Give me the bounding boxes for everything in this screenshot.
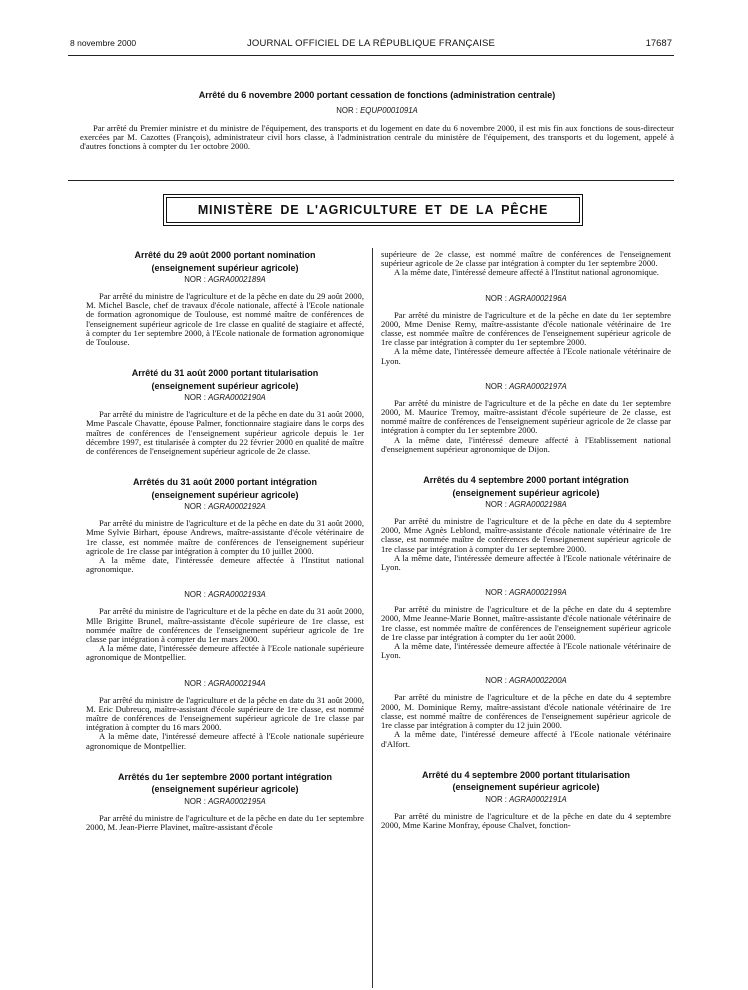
nor-code: AGRA0002199A: [509, 588, 567, 598]
nor-line: [86, 797, 364, 807]
nor-code: AGRA0002194A: [208, 678, 266, 688]
nor-code: AGRA0002189A: [208, 275, 266, 284]
article-paragraph: Par arrêté du ministre de l'agriculture et de la pêche en date du 29 août 2000, M. Michel Bascle, chef de travaux d'école nationale, affecté à l'Ecole nationale de formation agronomique de Toulouse, est nommé maître de conférences de l'enseignement supérieur agricole de 1re classe en qualité de stagiaire et affecté, à compter du 1er septembre 2000, à l'Ecole nationale de formation agronomique de Toulouse.: [86, 291, 364, 348]
article-title: Arrêté du 4 septembre 2000 portant titularisation: [421, 769, 631, 780]
article: [86, 663, 364, 751]
article-title: Arrêtés du 4 septembre 2000 portant intégration: [423, 475, 629, 486]
article-subtitle: (enseignement supérieur agricole): [151, 262, 299, 273]
article: [381, 366, 671, 454]
nor-label: NOR :: [184, 590, 209, 600]
article-subtitle: (enseignement supérieur agricole): [151, 489, 299, 500]
header-rule: [68, 55, 674, 56]
article-subtitle: (enseignement supérieur agricole): [452, 487, 600, 498]
article: [381, 250, 671, 278]
article-subtitle: (enseignement supérieur agricole): [151, 380, 299, 391]
nor-line: [381, 676, 671, 686]
article-title: Arrêtés du 1er septembre 2000 portant intégration: [117, 771, 333, 782]
article-paragraph: A la même date, l'intéressé demeure affecté à l'Institut national agronomique.: [394, 267, 659, 278]
article-spacer: [86, 347, 364, 368]
nor-code: AGRA0002200A: [509, 676, 567, 686]
nor-code: EQUP0001091A: [360, 105, 418, 115]
article: [381, 278, 671, 366]
article: [381, 749, 671, 830]
journal-title: JOURNAL OFFICIEL DE LA RÉPUBLIQUE FRANÇAISE: [246, 38, 496, 49]
nor-line: [381, 382, 671, 392]
right-column: [381, 250, 671, 830]
article-subtitle: (enseignement supérieur agricole): [452, 782, 600, 793]
article-paragraph: A la même date, l'intéressée demeure affectée à l'Ecole nationale supérieure agronomique de Montpellier.: [86, 643, 364, 663]
article-title: Arrêté du 31 août 2000 portant titularisation: [131, 368, 319, 379]
nor-label: NOR :: [184, 678, 209, 688]
article-paragraph: A la même date, l'intéressée demeure affectée à l'Institut national agronomique.: [86, 555, 364, 575]
nor-label: NOR :: [485, 293, 510, 303]
nor-label: NOR :: [336, 105, 358, 115]
article-paragraph: Par arrêté du ministre de l'agriculture et de la pêche en date du 4 septembre 2000, Mme Karine Monfray, épouse Chalvet, fonction-: [381, 810, 671, 830]
article-paragraph: Par arrêté du ministre de l'agriculture et de la pêche en date du 1er septembre 2000, M. Jean-Pierre Plavinet, maître-assistant d'école: [86, 812, 364, 833]
article-spacer: [86, 456, 364, 477]
article: [86, 751, 364, 832]
article-title: Arrêté du 29 août 2000 portant nomination: [134, 250, 316, 260]
nor-line: [381, 294, 671, 304]
nor-label: NOR :: [184, 393, 209, 403]
article: [381, 454, 671, 572]
article-paragraph: Par arrêté du ministre de l'agriculture et de la pêche en date du 31 août 2000, Mme Pascale Chavatte, épouse Palmer, fonctionnaire stagiaire dans le corps des maîtres de conférences de l'enseignement supérieur agricole depuis le 1er décembre 1997, est titularisée à compter du 22 février 2000 en qualité de maître de conférences de l'enseignement supérieur agricole de 2e classe.: [86, 409, 364, 457]
nor-line: [86, 590, 364, 600]
top-article: [80, 90, 674, 151]
nor-line: [86, 275, 364, 285]
article-spacer: [381, 660, 671, 676]
article-paragraph: Par arrêté du ministre de l'agriculture et de la pêche en date du 31 août 2000, Mlle Brigitte Brunel, maître-assistante d'école supérieure de 1re classe, est nommée maître de conférences de l'enseignement supérieur agricole de 1re classe par intégration à compter du 1er mars 2000.: [86, 606, 364, 645]
nor-code: AGRA0002192A: [208, 502, 266, 512]
article-spacer: [381, 572, 671, 588]
article: [86, 250, 364, 347]
nor-line: [381, 500, 671, 510]
article-title: Arrêtés du 31 août 2000 portant intégration: [132, 477, 318, 488]
article-body: Par arrêté du Premier ministre et du ministre de l'équipement, des transports et du logement en date du 6 novembre 2000, il est mis fin aux fonctions de sous-directeur exercées par M. Cazottes (François), administrateur civil hors classe, à l'administration centrale du ministère de l'équipement, des transports et du logement, appelé à d'autres fonctions à compter du 1er octobre 2000.: [80, 122, 674, 151]
nor-code: AGRA0002191A: [509, 794, 567, 804]
nor-line: [86, 393, 364, 403]
nor-label: NOR :: [184, 796, 209, 806]
nor-line: [80, 106, 674, 116]
article: [86, 347, 364, 456]
nor-code: AGRA0002197A: [509, 381, 567, 391]
article-paragraph: A la même date, l'intéressée demeure affectée à l'Ecole nationale vétérinaire de Lyon.: [381, 346, 671, 366]
section-rule: [68, 180, 674, 181]
page-number: 17687: [645, 38, 672, 49]
article-title: Arrêté du 6 novembre 2000 portant cessation de fonctions (administration centrale): [198, 90, 556, 100]
article-paragraph: Par arrêté du ministre de l'agriculture et de la pêche en date du 1er septembre 2000, M. Maurice Tremoy, maître-assistant d'école supérieure de 2e classe, est nommé maître de conférences de l'enseignement supérieur agricole de 2e classe par intégration à compter du 1er septembre 2000.: [381, 397, 671, 436]
nor-label: NOR :: [485, 676, 510, 686]
nor-code: AGRA0002193A: [208, 590, 266, 600]
nor-label: NOR :: [184, 275, 209, 284]
article-paragraph: Par arrêté du ministre de l'agriculture et de la pêche en date du 31 août 2000, M. Eric Dubreucq, maître-assistant d'école supérieure de 1re classe, est nommé maître de conférences de l'enseignement supérieur agricole de 1re classe par intégration à compter du 16 mars 2000.: [86, 694, 364, 733]
article: [86, 574, 364, 662]
article-spacer: [381, 278, 671, 294]
nor-code: AGRA0002196A: [509, 293, 567, 303]
article-paragraph: Par arrêté du ministre de l'agriculture et de la pêche en date du 4 septembre 2000, Mme Jeanne-Marie Bonnet, maître-assistante d'école nationale vétérinaire de 1re classe, est nommée maître de conférences de l'enseignement supérieur agricole de 1re classe par intégration à compter du 1er août 2000.: [381, 604, 671, 642]
article-paragraph: A la même date, l'intéressé demeure affecté à l'Ecole nationale vétérinaire d'Alfort.: [381, 729, 671, 749]
article-spacer: [86, 751, 364, 772]
column-divider: [372, 248, 373, 988]
nor-code: AGRA0002195A: [208, 796, 266, 806]
nor-label: NOR :: [184, 502, 209, 512]
article: [86, 456, 364, 574]
left-column: [86, 250, 364, 832]
nor-label: NOR :: [485, 500, 510, 510]
article: [381, 660, 671, 748]
issue-date: 8 novembre 2000: [70, 38, 137, 48]
article: [381, 572, 671, 660]
nor-line: [381, 588, 671, 598]
nor-code: AGRA0002198A: [509, 500, 567, 510]
article-paragraph: A la même date, l'intéressé demeure affecté à l'Etablissement national d'enseignement supérieur agronomique de Dijon.: [381, 434, 671, 454]
article-paragraph: Par arrêté du ministre de l'agriculture et de la pêche en date du 31 août 2000, Mme Sylvie Birhart, épouse Andrews, maître-assistante d'école vétérinaire de 1re classe, est nommée maître de conférences de l'enseignement supérieur agricole de 1re classe par intégration à compter du 10 juillet 2000.: [86, 518, 364, 556]
nor-label: NOR :: [485, 588, 510, 598]
nor-code: AGRA0002190A: [208, 393, 266, 403]
article-paragraph: Par arrêté du ministre de l'agriculture et de la pêche en date du 4 septembre 2000, Mme Agnès Leblond, maître-assistante d'école nationale vétérinaire de 1re classe, est nommée maître de conférences de l'enseignement supérieur agricole de 1re classe par intégration à compter du 1er septembre 2000.: [381, 516, 671, 554]
article-paragraph: Par arrêté du ministre de l'agriculture et de la pêche en date du 1er septembre 2000, Mme Denise Remy, maître-assistante d'école nationale vétérinaire de 1re classe, est nommée maître de conférences de l'enseignement supérieur agricole de 1re classe par intégration à compter du 1er septembre 2000.: [381, 309, 671, 348]
nor-line: [86, 679, 364, 689]
nor-line: [86, 502, 364, 512]
nor-line: [381, 795, 671, 805]
article-spacer: [381, 454, 671, 475]
article-paragraph: A la même date, l'intéressé demeure affecté à l'Ecole nationale supérieure agronomique de Montpellier.: [86, 731, 364, 751]
article-spacer: [381, 749, 671, 770]
article-paragraph: A la même date, l'intéressée demeure affectée à l'Ecole nationale vétérinaire de Lyon.: [381, 641, 671, 661]
article-spacer: [86, 574, 364, 590]
nor-label: NOR :: [485, 381, 510, 391]
article-spacer: [86, 663, 364, 679]
article-paragraph: Par arrêté du ministre de l'agriculture et de la pêche en date du 4 septembre 2000, M. Dominique Remy, maître-assistant d'école nationale vétérinaire de 1re classe, est nommé maître de conférences de l'enseignement supérieur agricole de 1re classe par intégration à compter du 12 juin 2000.: [381, 692, 671, 731]
article-subtitle: (enseignement supérieur agricole): [151, 784, 299, 795]
article-paragraph: supérieure de 2e classe, est nommé maître de conférences de l'enseignement supérieur agricole de 2e classe par intégration à compter du 1er septembre 2000.: [381, 249, 671, 269]
article-paragraph: A la même date, l'intéressée demeure affectée à l'Ecole nationale vétérinaire de Lyon.: [381, 552, 671, 573]
ministry-heading: MINISTÈRE DE L'AGRICULTURE ET DE LA PÊCHE: [166, 197, 580, 223]
article-spacer: [381, 366, 671, 382]
nor-label: NOR :: [485, 794, 510, 804]
page-header: [70, 38, 672, 52]
